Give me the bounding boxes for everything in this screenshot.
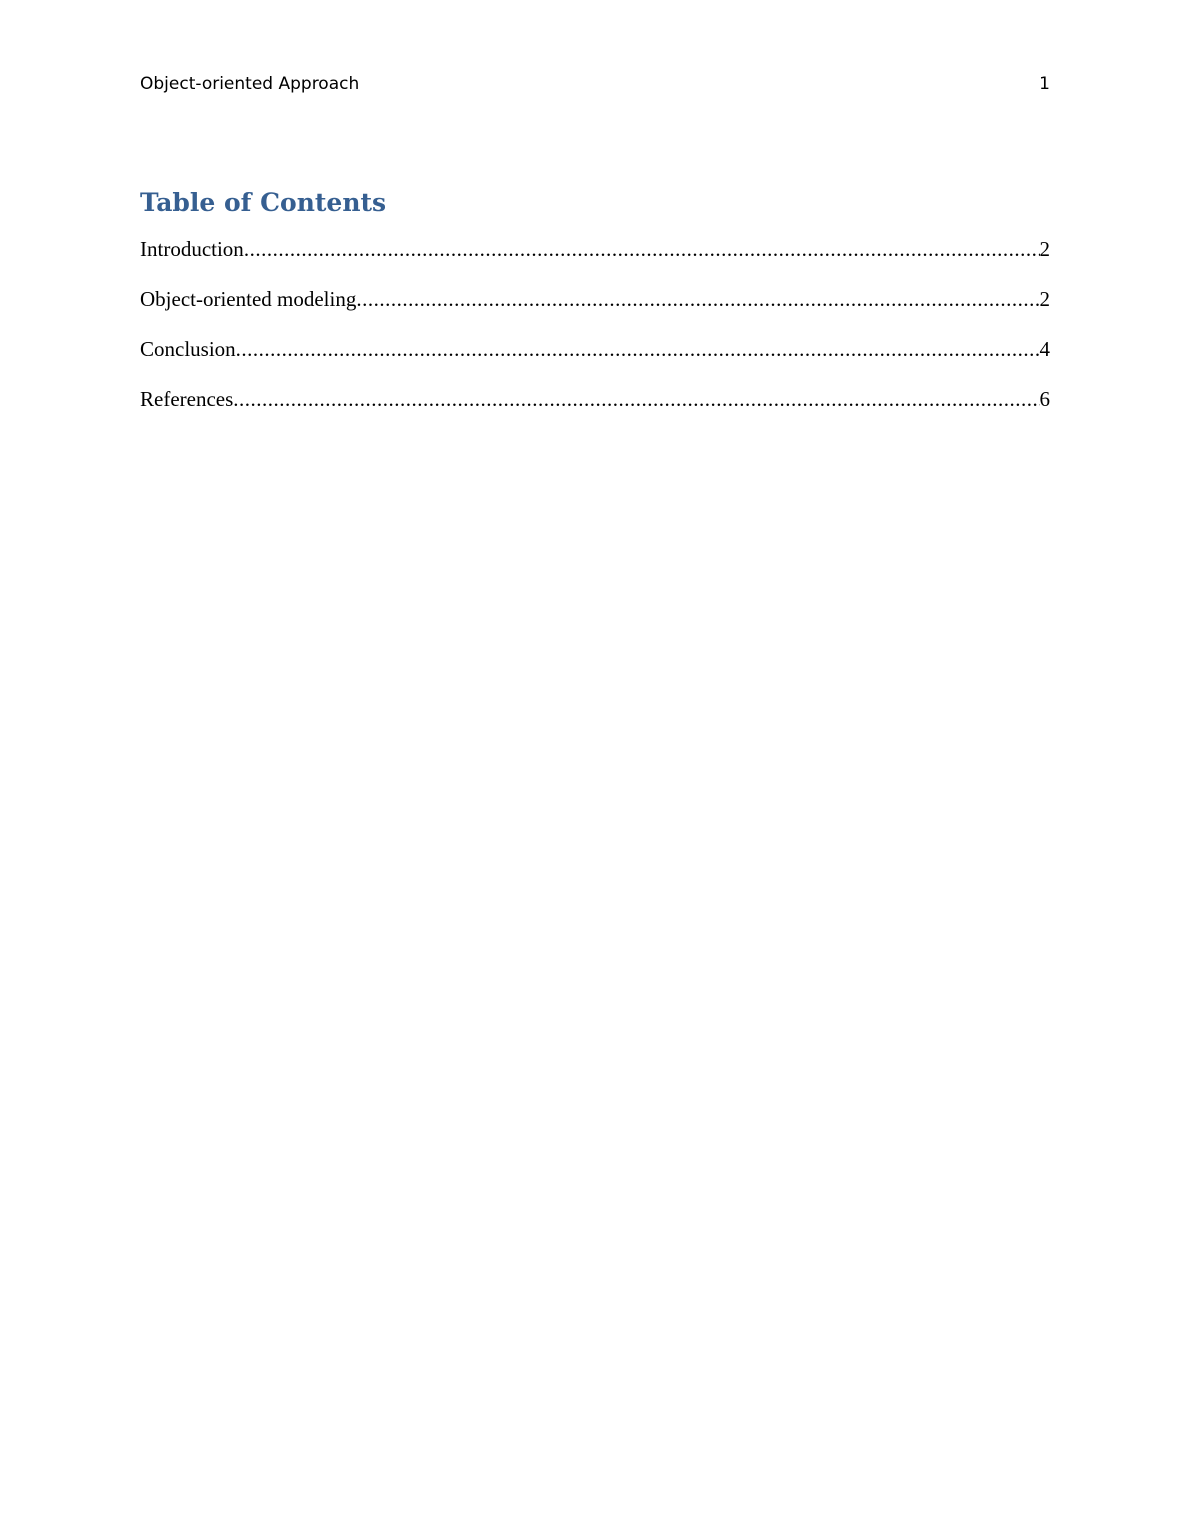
toc-entry-label: Object-oriented modeling xyxy=(140,287,357,311)
table-of-contents xyxy=(140,236,1050,436)
toc-entry-label: Conclusion xyxy=(140,337,236,361)
toc-entry-conclusion[interactable] xyxy=(140,336,1050,362)
toc-entry-page: 2 xyxy=(1039,287,1050,311)
running-header xyxy=(140,72,1050,96)
toc-entry-page: 2 xyxy=(1039,237,1050,261)
page-number: 1 xyxy=(1039,74,1050,94)
dot-leader xyxy=(356,286,1039,312)
toc-entry-references[interactable] xyxy=(140,386,1050,412)
dot-leader xyxy=(244,236,1040,262)
toc-entry-label: Introduction xyxy=(140,237,244,261)
toc-entry-object-oriented-modeling[interactable] xyxy=(140,286,1050,312)
toc-heading: Table of Contents xyxy=(140,188,387,217)
toc-entry-page: 6 xyxy=(1039,387,1050,411)
dot-leader xyxy=(236,336,1040,362)
running-head-title: Object-oriented Approach xyxy=(140,74,360,94)
dot-leader xyxy=(233,386,1039,412)
toc-entry-label: References xyxy=(140,387,234,411)
toc-entry-introduction[interactable] xyxy=(140,236,1050,262)
toc-entry-page: 4 xyxy=(1039,337,1050,361)
